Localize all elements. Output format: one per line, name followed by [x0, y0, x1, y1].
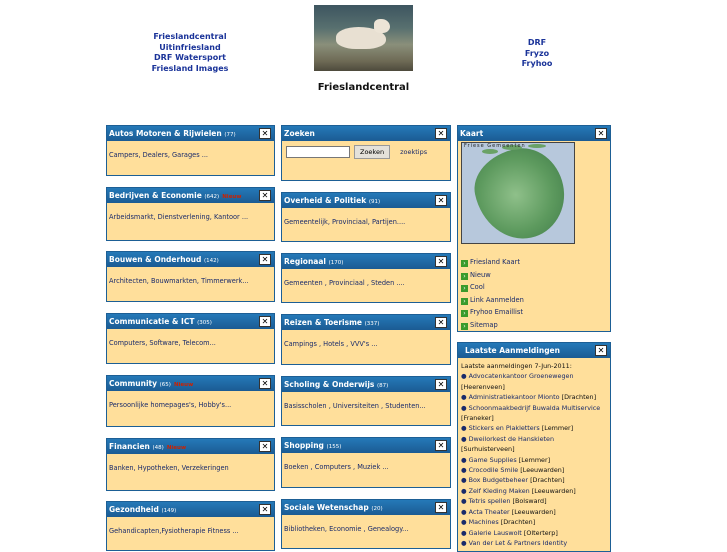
kaart-menu	[461, 256, 524, 332]
category-box-financien	[106, 438, 275, 491]
registration-entry	[461, 517, 608, 527]
category-count: (48)	[152, 445, 164, 451]
new-badge: Nieuw	[222, 194, 242, 200]
registration-entry	[461, 528, 608, 538]
category-title[interactable]: Scholing & Onderwijs	[284, 380, 375, 389]
bullet-icon: ●	[461, 372, 467, 381]
category-links[interactable]: Gemeenten , Provinciaal , Steden ....	[284, 279, 405, 287]
close-icon[interactable]: ✕	[595, 128, 607, 139]
category-links[interactable]: Arbeidsmarkt, Dienstverlening, Kantoor ...	[109, 213, 249, 221]
kaart-menu-item[interactable]: › Nieuw	[461, 269, 524, 282]
bullet-icon: ●	[461, 538, 467, 547]
registration-entries	[461, 371, 608, 548]
close-icon[interactable]: ✕	[259, 441, 271, 452]
registration-link[interactable]: Crocodile Smile	[468, 466, 519, 475]
category-header[interactable]	[282, 315, 450, 330]
category-box-sociale-wetenschap	[281, 499, 451, 549]
kaart-menu-item[interactable]: › Cool	[461, 281, 524, 294]
category-title[interactable]: Sociale Wetenschap	[284, 503, 369, 512]
category-box-bouwen	[106, 251, 275, 302]
close-icon[interactable]: ✕	[435, 317, 447, 328]
category-links[interactable]: Campers, Dealers, Garages ...	[109, 151, 209, 159]
kaart-menu-item[interactable]: › Sitemap	[461, 319, 524, 332]
registration-entry	[461, 538, 608, 548]
registration-place: [Leeuwarden]	[531, 486, 576, 495]
arrow-right-icon: ›	[461, 285, 468, 292]
registration-link[interactable]: Machines	[468, 518, 499, 527]
category-count: (142)	[204, 258, 219, 264]
registration-place: [Lemmer]	[518, 455, 551, 464]
bullet-icon: ●	[461, 497, 467, 506]
category-title[interactable]: Bedrijven & Economie	[109, 191, 202, 200]
category-links[interactable]: Campings , Hotels , VVV's ...	[284, 340, 378, 348]
registration-link[interactable]: Schoonmaakbedrijf Buwalda Multiservice	[468, 403, 601, 412]
latest-registrations-header	[458, 343, 610, 358]
close-icon[interactable]: ✕	[435, 502, 447, 513]
category-title[interactable]: Financien	[109, 442, 150, 451]
map-caption: Friese Gemeenten	[464, 143, 526, 149]
registration-entry	[461, 465, 608, 475]
registration-link[interactable]: Dweilorkest de Hanskieten	[468, 434, 555, 443]
category-title[interactable]: Bouwen & Onderhoud	[109, 255, 202, 264]
kaart-header	[458, 126, 610, 141]
category-links[interactable]: Persoonlijke homepages's, Hobby's...	[109, 401, 232, 409]
category-title[interactable]: Reizen & Toerisme	[284, 318, 362, 327]
registration-place: [Franeker]	[461, 414, 494, 423]
category-box-shopping	[281, 437, 451, 488]
category-box-reizen	[281, 314, 451, 365]
latest-registrations-box	[457, 342, 611, 552]
kaart-menu-item[interactable]: › Link Aanmelden	[461, 294, 524, 307]
close-icon[interactable]: ✕	[435, 440, 447, 451]
category-count: (77)	[224, 132, 236, 138]
map-island	[482, 149, 498, 154]
link-uitinfriesland[interactable]: Uitinfriesland	[159, 42, 221, 52]
close-icon[interactable]: ✕	[435, 256, 447, 267]
category-count: (170)	[328, 260, 344, 266]
category-header[interactable]	[282, 377, 450, 392]
map-mainland	[468, 142, 573, 244]
close-icon[interactable]: ✕	[259, 504, 271, 515]
registration-link[interactable]: Stickers en Plakletters	[468, 424, 540, 433]
category-box-autos	[106, 125, 275, 176]
registration-entry	[461, 486, 608, 496]
registration-entry	[461, 392, 608, 402]
registration-link[interactable]: Galerie Lauswolt	[468, 528, 522, 537]
registration-place: [Leeuwarden]	[520, 466, 565, 475]
registration-link[interactable]: Box Budgetbeheer	[468, 476, 529, 485]
bullet-icon: ●	[461, 393, 467, 402]
bullet-icon: ●	[461, 476, 467, 485]
category-links[interactable]: Computers, Software, Telecom...	[109, 339, 216, 347]
photo-pony-head	[374, 19, 390, 33]
friesland-map[interactable]	[461, 142, 575, 244]
right-link-group	[507, 38, 567, 70]
registration-place: [Leeuwarden]	[511, 507, 556, 516]
bullet-icon: ●	[461, 486, 467, 495]
arrow-right-icon: ›	[461, 310, 468, 317]
registration-link[interactable]: Acta Theater	[468, 507, 510, 516]
new-badge: Nieuw	[166, 445, 187, 451]
category-links[interactable]: Architecten, Bouwmarkten, Timmerwerk...	[109, 277, 249, 285]
category-box-scholing	[281, 376, 451, 426]
registration-entry	[461, 475, 608, 485]
category-title[interactable]: Community	[109, 379, 158, 388]
link-fryhoo[interactable]: Fryhoo	[521, 59, 553, 69]
search-input[interactable]	[286, 146, 350, 158]
category-count: (149)	[161, 508, 177, 514]
category-links[interactable]: Bibliotheken, Economie , Genealogy...	[284, 525, 409, 533]
kaart-menu-item[interactable]: › Friesland Kaart	[461, 256, 524, 269]
category-header[interactable]	[282, 193, 450, 208]
search-button[interactable]: Zoeken	[354, 145, 390, 159]
registration-link[interactable]: Van der Let & Partners Identity	[468, 538, 568, 547]
latest-registrations-date: Laatste aanmeldingen 7-Jun-2011:	[461, 362, 572, 370]
bullet-icon: ●	[461, 466, 467, 475]
latest-registrations-title: Laatste Aanmeldingen	[465, 346, 560, 355]
close-icon[interactable]: ✕	[259, 128, 271, 139]
bullet-icon: ●	[461, 455, 467, 464]
category-header[interactable]	[282, 500, 450, 515]
category-count: (65)	[159, 382, 171, 388]
category-header[interactable]	[107, 314, 274, 329]
category-header[interactable]	[107, 439, 274, 454]
search-title: Zoeken	[284, 129, 315, 138]
registration-entry	[461, 455, 608, 465]
registration-place: [Surhuisterveen]	[461, 445, 515, 454]
category-links[interactable]: Boeken , Computers , Muziek ...	[284, 463, 389, 471]
category-links[interactable]: Gehandicapten,Fysiotherapie Fitness ...	[109, 527, 239, 535]
category-header[interactable]	[107, 188, 274, 203]
category-box-community	[106, 375, 275, 427]
link-fryzo[interactable]: Fryzo	[524, 48, 550, 58]
registration-place: [Bolsward]	[512, 497, 547, 506]
category-header[interactable]	[282, 438, 450, 453]
registration-entry	[461, 507, 608, 517]
category-header[interactable]	[107, 126, 274, 141]
close-icon[interactable]: ✕	[435, 379, 447, 390]
link-frieslandcentral[interactable]: Frieslandcentral	[153, 32, 227, 41]
bullet-icon: ●	[461, 434, 467, 443]
category-header[interactable]	[107, 502, 274, 517]
close-icon[interactable]: ✕	[259, 316, 271, 327]
registration-entry	[461, 434, 608, 455]
close-icon[interactable]: ✕	[259, 190, 271, 201]
arrow-right-icon: ›	[461, 260, 468, 267]
latest-registrations-list	[458, 358, 610, 548]
category-header[interactable]	[282, 254, 450, 269]
category-header[interactable]	[107, 376, 274, 391]
registration-place: [Drachten]	[500, 518, 536, 527]
category-count: (642)	[204, 194, 220, 200]
close-icon[interactable]: ✕	[435, 128, 447, 139]
kaart-title: Kaart	[460, 129, 484, 138]
category-count: (155)	[326, 444, 342, 450]
category-title[interactable]: Autos Motoren & Rijwielen	[109, 129, 222, 138]
bullet-icon: ●	[461, 424, 467, 433]
kaart-box	[457, 125, 611, 332]
search-box	[281, 125, 451, 181]
bullet-icon: ●	[461, 403, 467, 412]
search-header	[282, 126, 450, 141]
link-drf[interactable]: DRF	[527, 38, 547, 47]
registration-entry	[461, 403, 608, 424]
registration-link[interactable]: Administratiekantoor Mionto	[468, 393, 560, 402]
registration-link[interactable]: Zelf Kleding Maken	[468, 486, 530, 495]
category-count: (20)	[371, 506, 383, 512]
category-count: (87)	[376, 383, 389, 389]
registration-place: [Lemmer]	[541, 424, 574, 433]
bullet-icon: ●	[461, 507, 467, 516]
arrow-right-icon: ›	[461, 323, 468, 330]
registration-place: [Drachten]	[530, 476, 565, 485]
search-tips-link[interactable]: zoektips	[400, 148, 428, 156]
category-links[interactable]: Gemeentelijk, Provinciaal, Partijen....	[284, 218, 406, 226]
new-badge: Nieuw	[173, 382, 194, 388]
link-friesland-images[interactable]: Friesland Images	[151, 64, 229, 74]
left-link-group	[140, 32, 240, 75]
registration-link[interactable]: Tetris spellen	[468, 497, 511, 506]
category-links[interactable]: Basisscholen , Universiteiten , Studenten...	[284, 402, 426, 410]
category-title[interactable]: Gezondheid	[109, 505, 159, 514]
search-row	[282, 141, 450, 159]
bullet-icon: ●	[461, 518, 467, 527]
map-island	[528, 144, 546, 148]
category-header[interactable]	[107, 252, 274, 267]
arrow-right-icon: ›	[461, 298, 468, 305]
category-box-communicatie	[106, 313, 275, 364]
kaart-menu-item[interactable]: › Fryhoo Emaillist	[461, 306, 524, 319]
registration-entry	[461, 371, 608, 392]
registration-place: [Olterterp]	[523, 528, 558, 537]
category-title[interactable]: Regionaal	[284, 257, 326, 266]
close-icon[interactable]: ✕	[259, 378, 271, 389]
category-box-bedrijven	[106, 187, 275, 241]
registration-link[interactable]: Advocatenkantoor Groenewegen	[468, 372, 574, 381]
category-title[interactable]: Communicatie & ICT	[109, 317, 195, 326]
category-title[interactable]: Overheid & Politiek	[284, 196, 367, 205]
category-box-regionaal	[281, 253, 451, 303]
category-links[interactable]: Banken, Hypotheken, Verzekeringen	[109, 464, 229, 472]
category-box-gezondheid	[106, 501, 275, 551]
category-count: (305)	[197, 320, 212, 326]
close-icon[interactable]: ✕	[595, 345, 607, 356]
category-count: (91)	[368, 199, 381, 205]
category-box-overheid	[281, 192, 451, 242]
category-title[interactable]: Shopping	[284, 441, 324, 450]
category-count: (337)	[364, 321, 380, 327]
arrow-right-icon: ›	[461, 273, 468, 280]
link-drf-watersport[interactable]: DRF Watersport	[154, 53, 226, 63]
registration-entry	[461, 496, 608, 506]
close-icon[interactable]: ✕	[259, 254, 271, 265]
header-photo	[314, 5, 413, 71]
bullet-icon: ●	[461, 528, 467, 537]
registration-place: [Heerenveen]	[461, 382, 505, 391]
registration-entry	[461, 423, 608, 433]
registration-place: [Drachten]	[561, 393, 597, 402]
registration-link[interactable]: Game Supplies	[468, 455, 517, 464]
site-title: Frieslandcentral	[317, 82, 410, 93]
close-icon[interactable]: ✕	[435, 195, 447, 206]
